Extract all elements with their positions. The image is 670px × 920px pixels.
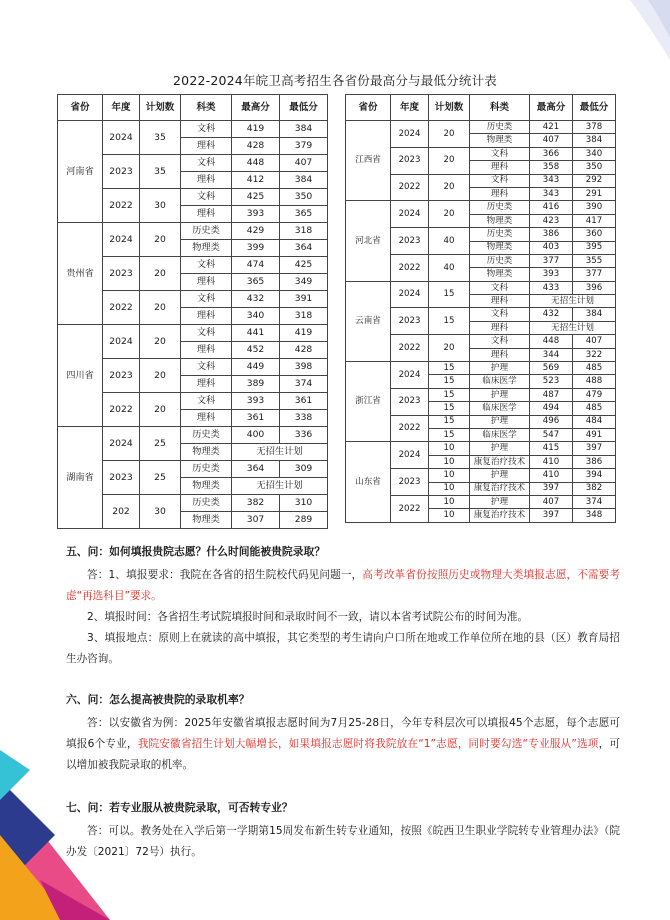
max-score-cell: 389: [232, 376, 280, 393]
plan-cell: 15: [429, 388, 470, 401]
province-cell: 湖南省: [58, 427, 103, 529]
year-cell: 202: [103, 495, 140, 529]
year-cell: 2024: [103, 427, 140, 461]
plan-cell: 10: [429, 495, 470, 508]
min-score-cell: 292: [573, 174, 616, 187]
max-score-cell: 343: [530, 187, 573, 200]
plan-cell: 20: [140, 223, 181, 257]
max-score-cell: 428: [232, 138, 280, 155]
section-q5: [66, 541, 620, 670]
plan-cell: 30: [140, 495, 181, 529]
year-cell: 2024: [103, 223, 140, 257]
year-cell: 2024: [391, 121, 429, 148]
plan-cell: 40: [429, 228, 470, 255]
subject-cell: 康复治疗技术: [470, 455, 530, 468]
q7-answer: 答：可以。教务处在入学后第一学期第15周发布新生转专业通知，按照《皖西卫生职业学院转专业管理办法》（院办发〔2021〕72号）执行。: [66, 825, 620, 858]
subject-cell: 文科: [470, 308, 530, 321]
max-score-cell: 448: [530, 335, 573, 348]
no-plan-cell: 无招生计划: [530, 295, 616, 308]
max-score-cell: 410: [530, 469, 573, 482]
max-score-cell: 410: [530, 455, 573, 468]
year-cell: 2024: [103, 325, 140, 359]
year-header: 年度: [103, 95, 140, 121]
subject-cell: 康复治疗技术: [470, 482, 530, 495]
subject-cell: 文科: [181, 121, 232, 138]
subject-header: 科类: [181, 95, 232, 121]
plan-cell: 20: [429, 201, 470, 228]
table-row: [58, 223, 328, 240]
plan-cell: 20: [140, 325, 181, 359]
min-score-header: 最低分: [573, 95, 616, 121]
year-cell: 2022: [103, 291, 140, 325]
max-score-cell: 496: [530, 415, 573, 428]
score-table-left: [57, 94, 328, 529]
min-score-cell: 428: [280, 342, 328, 359]
min-score-cell: 336: [280, 427, 328, 444]
max-score-cell: 386: [530, 228, 573, 241]
subject-cell: 理科: [181, 138, 232, 155]
subject-cell: 临床医学: [470, 375, 530, 388]
plan-cell: 20: [140, 291, 181, 325]
min-score-cell: 488: [573, 375, 616, 388]
max-score-cell: 474: [232, 257, 280, 274]
subject-cell: 文科: [470, 281, 530, 294]
min-score-cell: 350: [573, 161, 616, 174]
plan-header: 计划数: [140, 95, 181, 121]
max-score-cell: 400: [232, 427, 280, 444]
subject-cell: 文科: [181, 291, 232, 308]
province-cell: 河北省: [346, 201, 391, 281]
section-q7: [66, 797, 620, 863]
q5-heading: 五、问：如何填报贵院志愿？什么时间能被贵院录取？: [66, 545, 326, 558]
max-score-cell: 452: [232, 342, 280, 359]
max-score-cell: 403: [530, 241, 573, 254]
subject-cell: 护理: [470, 362, 530, 375]
min-score-header: 最低分: [280, 95, 328, 121]
max-score-cell: 407: [530, 495, 573, 508]
province-cell: 河南省: [58, 121, 103, 223]
min-score-cell: 417: [573, 214, 616, 227]
subject-cell: 文科: [181, 393, 232, 410]
year-cell: 2023: [103, 155, 140, 189]
min-score-cell: 485: [573, 362, 616, 375]
min-score-cell: 479: [573, 388, 616, 401]
min-score-cell: 318: [280, 308, 328, 325]
max-score-cell: 423: [530, 214, 573, 227]
max-score-cell: 429: [232, 223, 280, 240]
min-score-cell: 390: [573, 201, 616, 214]
min-score-cell: 289: [280, 512, 328, 529]
max-score-cell: 448: [232, 155, 280, 172]
plan-cell: 35: [140, 121, 181, 155]
province-header: 省份: [346, 95, 391, 121]
min-score-cell: 318: [280, 223, 328, 240]
q5-answer-2: 2、填报时间：各省招生考试院填报时间和录取时间不一致，请以本省考试院公布的时间为准。: [87, 611, 529, 623]
table-title: 2022-2024年皖卫高考招生各省份最高分与最低分统计表: [173, 73, 497, 88]
subject-cell: 护理: [470, 442, 530, 455]
subject-cell: 护理: [470, 415, 530, 428]
table-row: [346, 201, 616, 214]
min-score-cell: 348: [573, 509, 616, 522]
max-score-cell: 487: [530, 388, 573, 401]
q5-answer-1: 答：1、填报要求：我院在各省的招生院校代码见问题一，高考改革省份按照历史或物理大类填报志愿，不需要考虑“再选科目”要求。: [66, 569, 620, 602]
year-cell: 2022: [391, 335, 429, 362]
max-score-cell: 361: [232, 410, 280, 427]
min-score-cell: 384: [280, 172, 328, 189]
section-q6: [66, 689, 620, 776]
table-row: [346, 362, 616, 375]
table-row: [346, 121, 616, 134]
plan-cell: 15: [429, 281, 470, 308]
decorative-corner-top-right: [600, 0, 670, 60]
subject-cell: 理科: [181, 172, 232, 189]
subject-cell: 文科: [470, 147, 530, 160]
min-score-cell: 398: [280, 359, 328, 376]
min-score-cell: 374: [573, 495, 616, 508]
province-cell: 贵州省: [58, 223, 103, 325]
subject-cell: 历史类: [470, 201, 530, 214]
plan-cell: 20: [429, 121, 470, 148]
min-score-cell: 384: [280, 121, 328, 138]
subject-cell: 康复治疗技术: [470, 509, 530, 522]
max-score-cell: 307: [232, 512, 280, 529]
plan-cell: 10: [429, 482, 470, 495]
plan-cell: 15: [429, 415, 470, 428]
max-score-cell: 441: [232, 325, 280, 342]
subject-cell: 物理类: [470, 268, 530, 281]
subject-cell: 理科: [470, 348, 530, 361]
plan-cell: 10: [429, 509, 470, 522]
plan-cell: 15: [429, 428, 470, 441]
year-cell: 2022: [391, 495, 429, 522]
table-row: [58, 121, 328, 138]
subject-cell: 理科: [181, 206, 232, 223]
max-score-cell: 569: [530, 362, 573, 375]
table-row: [346, 281, 616, 294]
plan-cell: 25: [140, 427, 181, 461]
subject-cell: 文科: [181, 325, 232, 342]
subject-cell: 历史类: [181, 461, 232, 478]
no-plan-cell: 无招生计划: [232, 478, 328, 495]
min-score-cell: 379: [280, 138, 328, 155]
subject-cell: 文科: [181, 257, 232, 274]
subject-cell: 物理类: [181, 444, 232, 461]
max-score-cell: 377: [530, 254, 573, 267]
subject-cell: 文科: [470, 174, 530, 187]
year-cell: 2023: [391, 147, 429, 174]
table-row: [58, 325, 328, 342]
subject-header: 科类: [470, 95, 530, 121]
year-cell: 2024: [391, 442, 429, 469]
plan-cell: 15: [429, 402, 470, 415]
min-score-cell: 407: [573, 335, 616, 348]
max-score-cell: 449: [232, 359, 280, 376]
q5-answer-3: 3、填报地点：原则上在就读的高中填报，其它类型的考生请向户口所在地或工作单位所在地的县（区）教育局招生办咨询。: [66, 632, 620, 665]
min-score-cell: 310: [280, 495, 328, 512]
subject-cell: 历史类: [470, 254, 530, 267]
subject-cell: 物理类: [181, 512, 232, 529]
table-header-row: [58, 95, 328, 121]
min-score-cell: 384: [573, 134, 616, 147]
subject-cell: 护理: [470, 388, 530, 401]
subject-cell: 理科: [470, 161, 530, 174]
plan-cell: 15: [429, 362, 470, 375]
min-score-cell: 386: [573, 455, 616, 468]
min-score-cell: 396: [573, 281, 616, 294]
plan-cell: 20: [140, 257, 181, 291]
min-score-cell: 382: [573, 482, 616, 495]
min-score-cell: 491: [573, 428, 616, 441]
min-score-cell: 360: [573, 228, 616, 241]
max-score-cell: 421: [530, 121, 573, 134]
year-cell: 2024: [391, 201, 429, 228]
subject-cell: 物理类: [181, 478, 232, 495]
subject-cell: 理科: [181, 342, 232, 359]
subject-cell: 理科: [470, 187, 530, 200]
q6-answer: 答：以安徽省为例：2025年安徽省填报志愿时间为7月25-28日，今年专科层次可以填报45个志愿，每个志愿可填报6个专业，我院安徽省招生计划大幅增长，如果填报志愿时将我院放在“1”志愿，同时要勾选“专业服从”选项，可以增加被我院录取的机率。: [66, 717, 620, 771]
province-header: 省份: [58, 95, 103, 121]
min-score-cell: 419: [280, 325, 328, 342]
province-cell: 山东省: [346, 442, 391, 522]
plan-cell: 35: [140, 155, 181, 189]
max-score-cell: 432: [530, 308, 573, 321]
subject-cell: 文科: [470, 335, 530, 348]
min-score-cell: 395: [573, 241, 616, 254]
subject-cell: 文科: [181, 359, 232, 376]
year-cell: 2023: [391, 388, 429, 415]
min-score-cell: 322: [573, 348, 616, 361]
min-score-cell: 397: [573, 442, 616, 455]
year-cell: 2023: [391, 228, 429, 255]
plan-cell: 20: [140, 359, 181, 393]
max-score-cell: 340: [232, 308, 280, 325]
plan-cell: 20: [429, 335, 470, 362]
max-score-cell: 494: [530, 402, 573, 415]
subject-cell: 历史类: [181, 223, 232, 240]
subject-cell: 理科: [470, 295, 530, 308]
year-cell: 2022: [391, 174, 429, 201]
max-score-cell: 433: [530, 281, 573, 294]
plan-cell: 25: [140, 461, 181, 495]
year-cell: 2023: [103, 257, 140, 291]
table-row: [346, 442, 616, 455]
plan-cell: 15: [429, 375, 470, 388]
max-score-cell: 412: [232, 172, 280, 189]
min-score-cell: 485: [573, 402, 616, 415]
plan-cell: 20: [140, 393, 181, 427]
province-cell: 江西省: [346, 121, 391, 201]
no-plan-cell: 无招生计划: [232, 444, 328, 461]
max-score-cell: 415: [530, 442, 573, 455]
year-cell: 2024: [391, 281, 429, 308]
max-score-header: 最高分: [530, 95, 573, 121]
year-cell: 2024: [391, 362, 429, 389]
min-score-cell: 364: [280, 240, 328, 257]
subject-cell: 理科: [181, 376, 232, 393]
min-score-cell: 425: [280, 257, 328, 274]
year-cell: 2022: [391, 415, 429, 442]
province-cell: 云南省: [346, 281, 391, 361]
min-score-cell: 309: [280, 461, 328, 478]
min-score-cell: 338: [280, 410, 328, 427]
subject-cell: 历史类: [470, 121, 530, 134]
table-row: [58, 427, 328, 444]
subject-cell: 理科: [470, 321, 530, 334]
subject-cell: 物理类: [470, 241, 530, 254]
min-score-cell: 378: [573, 121, 616, 134]
plan-cell: 10: [429, 455, 470, 468]
plan-cell: 15: [429, 308, 470, 335]
max-score-cell: 547: [530, 428, 573, 441]
year-cell: 2022: [103, 189, 140, 223]
plan-header: 计划数: [429, 95, 470, 121]
min-score-cell: 384: [573, 308, 616, 321]
max-score-cell: 432: [232, 291, 280, 308]
plan-cell: 10: [429, 442, 470, 455]
year-cell: 2022: [103, 393, 140, 427]
min-score-cell: 374: [280, 376, 328, 393]
plan-cell: 20: [429, 174, 470, 201]
max-score-cell: 416: [530, 201, 573, 214]
subject-cell: 物理类: [470, 134, 530, 147]
max-score-cell: 425: [232, 189, 280, 206]
subject-cell: 理科: [181, 308, 232, 325]
max-score-cell: 358: [530, 161, 573, 174]
min-score-cell: 484: [573, 415, 616, 428]
max-score-cell: 397: [530, 482, 573, 495]
subject-cell: 文科: [181, 189, 232, 206]
max-score-cell: 397: [530, 509, 573, 522]
year-cell: 2024: [103, 121, 140, 155]
max-score-cell: 393: [232, 206, 280, 223]
q6-heading: 六、问：怎么提高被贵院的录取机率？: [66, 693, 250, 706]
q7-heading: 七、问：若专业服从被贵院录取，可否转专业？: [66, 801, 293, 814]
subject-cell: 物理类: [181, 240, 232, 257]
max-score-cell: 382: [232, 495, 280, 512]
max-score-cell: 407: [530, 134, 573, 147]
min-score-cell: 350: [280, 189, 328, 206]
min-score-cell: 291: [573, 187, 616, 200]
province-cell: 浙江省: [346, 362, 391, 442]
max-score-cell: 365: [232, 274, 280, 291]
max-score-header: 最高分: [232, 95, 280, 121]
subject-cell: 护理: [470, 495, 530, 508]
subject-cell: 临床医学: [470, 402, 530, 415]
year-header: 年度: [391, 95, 429, 121]
min-score-cell: 391: [280, 291, 328, 308]
max-score-cell: 366: [530, 147, 573, 160]
min-score-cell: 365: [280, 206, 328, 223]
min-score-cell: 340: [573, 147, 616, 160]
subject-cell: 理科: [181, 274, 232, 291]
max-score-cell: 399: [232, 240, 280, 257]
plan-cell: 10: [429, 469, 470, 482]
year-cell: 2022: [391, 254, 429, 281]
max-score-cell: 523: [530, 375, 573, 388]
year-cell: 2023: [103, 359, 140, 393]
score-table-right: [345, 94, 616, 523]
year-cell: 2023: [391, 469, 429, 496]
min-score-cell: 361: [280, 393, 328, 410]
year-cell: 2023: [103, 461, 140, 495]
subject-cell: 历史类: [181, 495, 232, 512]
max-score-cell: 364: [232, 461, 280, 478]
subject-cell: 文科: [181, 155, 232, 172]
plan-cell: 40: [429, 254, 470, 281]
year-cell: 2023: [391, 308, 429, 335]
max-score-cell: 419: [232, 121, 280, 138]
province-cell: 四川省: [58, 325, 103, 427]
min-score-cell: 355: [573, 254, 616, 267]
subject-cell: 物理类: [470, 214, 530, 227]
subject-cell: 理科: [181, 410, 232, 427]
plan-cell: 30: [140, 189, 181, 223]
no-plan-cell: 无招生计划: [530, 321, 616, 334]
subject-cell: 护理: [470, 469, 530, 482]
subject-cell: 临床医学: [470, 428, 530, 441]
max-score-cell: 393: [530, 268, 573, 281]
plan-cell: 20: [429, 147, 470, 174]
max-score-cell: 344: [530, 348, 573, 361]
min-score-cell: 349: [280, 274, 328, 291]
subject-cell: 历史类: [181, 427, 232, 444]
min-score-cell: 377: [573, 268, 616, 281]
min-score-cell: 407: [280, 155, 328, 172]
subject-cell: 历史类: [470, 228, 530, 241]
max-score-cell: 393: [232, 393, 280, 410]
table-header-row: [346, 95, 616, 121]
max-score-cell: 343: [530, 174, 573, 187]
min-score-cell: 394: [573, 469, 616, 482]
